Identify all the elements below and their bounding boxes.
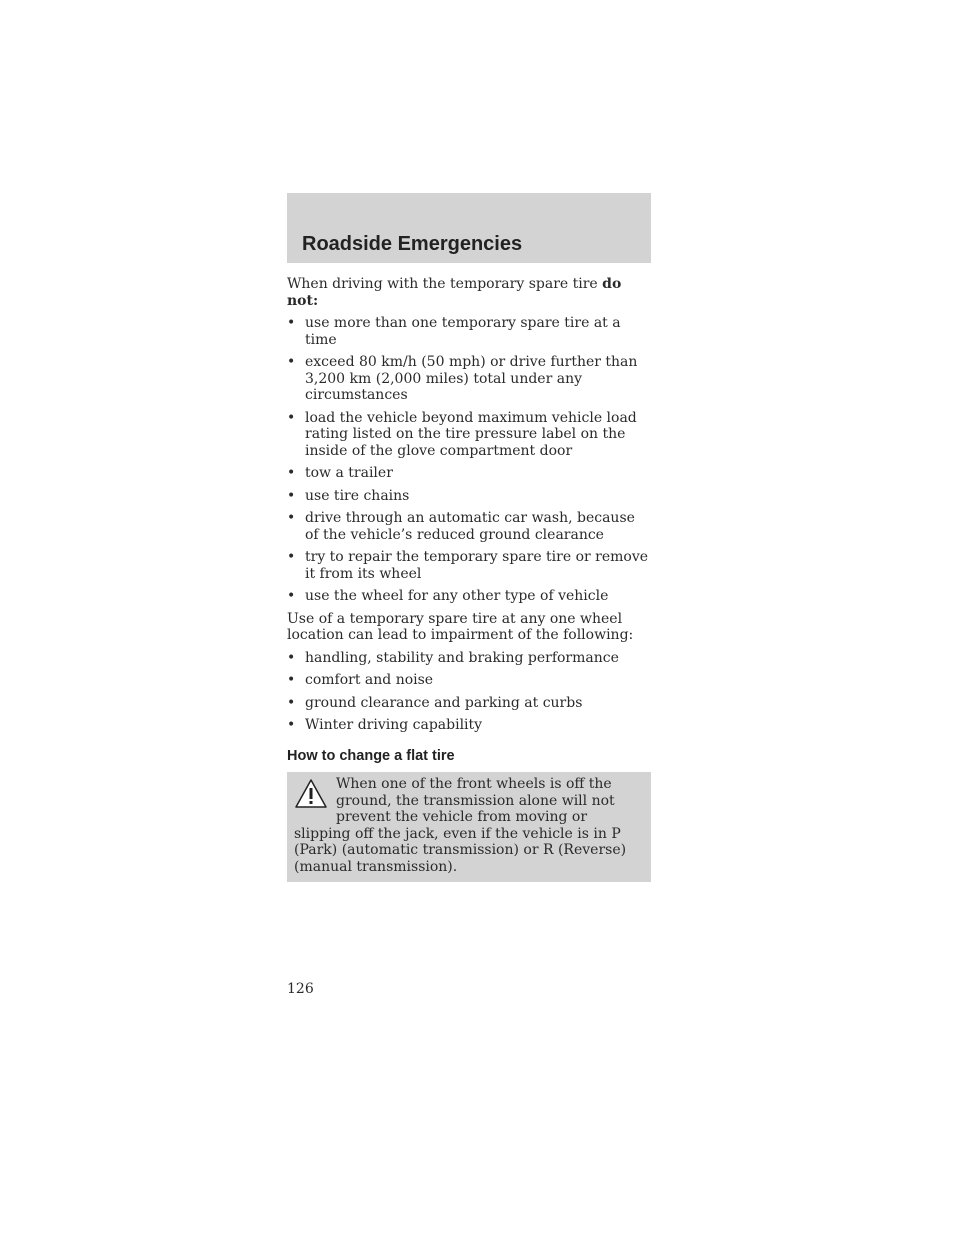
- list-item: [287, 588, 651, 605]
- list-item: [287, 488, 651, 505]
- bullet-icon: •: [287, 465, 296, 481]
- list-item-text: Winter driving capability: [305, 717, 483, 733]
- list-item-text: exceed 80 km/h (50 mph) or drive further than 3,200 km (2,000 miles) total under any circumstances: [305, 354, 638, 403]
- intro-emphasis: do not:: [287, 276, 622, 309]
- list-item-text: use tire chains: [305, 487, 410, 504]
- list-item-text: try to repair the temporary spare tire or remove it from its wheel: [305, 549, 649, 582]
- list-item-text: use the wheel for any other type of vehicle: [305, 588, 609, 604]
- bullet-icon: •: [287, 717, 296, 733]
- intro-text: When driving with the temporary spare tire: [287, 276, 603, 292]
- page-number: 126: [287, 981, 314, 997]
- impairment-list: [287, 650, 651, 734]
- impairment-paragraph: Use of a temporary spare tire at any one wheel location can lead to impairment of the following:: [287, 610, 634, 643]
- list-item: [287, 354, 651, 404]
- warning-text: When one of the front wheels is off the ground, the transmission alone will not prevent the vehicle from moving or slipping off the jack, even if the vehicle is in P (Park) (automatic transmission) or R (Reverse) (manual transmission).: [294, 776, 627, 875]
- list-item-text: load the vehicle beyond maximum vehicle load rating listed on the tire pressure label on the inside of the glove compartment door: [305, 409, 637, 459]
- page-content: [287, 276, 651, 882]
- list-item: [287, 410, 651, 460]
- list-item-text: drive through an automatic car wash, because of the vehicle’s reduced ground clearance: [305, 510, 635, 543]
- list-item: [287, 672, 651, 689]
- list-item-text: ground clearance and parking at curbs: [305, 694, 583, 711]
- list-item: [287, 717, 651, 734]
- bullet-icon: •: [287, 315, 296, 331]
- list-item-text: use more than one temporary spare tire at a time: [305, 315, 621, 348]
- bullet-icon: •: [287, 672, 296, 688]
- subsection-title: How to change a flat tire: [287, 747, 455, 764]
- list-item: [287, 315, 651, 348]
- list-item: [287, 695, 651, 712]
- list-item: [287, 510, 651, 543]
- bullet-icon: •: [287, 549, 296, 565]
- section-header: [287, 193, 651, 263]
- section-title: Roadside Emergencies: [302, 233, 523, 255]
- list-item: [287, 650, 651, 667]
- intro-paragraph: [287, 276, 651, 309]
- bullet-icon: •: [287, 354, 296, 370]
- bullet-icon: •: [287, 649, 296, 666]
- bullet-icon: •: [287, 487, 296, 504]
- warning-triangle-icon: [294, 778, 328, 810]
- bullet-icon: •: [287, 409, 296, 426]
- list-item: [287, 549, 651, 582]
- warning-box: [287, 772, 651, 882]
- list-item-text: handling, stability and braking performance: [305, 649, 619, 666]
- list-item-text: comfort and noise: [305, 672, 434, 688]
- list-item: [287, 465, 651, 482]
- bullet-icon: •: [287, 588, 296, 604]
- bullet-icon: •: [287, 510, 296, 526]
- list-item-text: tow a trailer: [305, 465, 393, 481]
- bullet-icon: •: [287, 694, 296, 711]
- do-not-list: [287, 315, 651, 605]
